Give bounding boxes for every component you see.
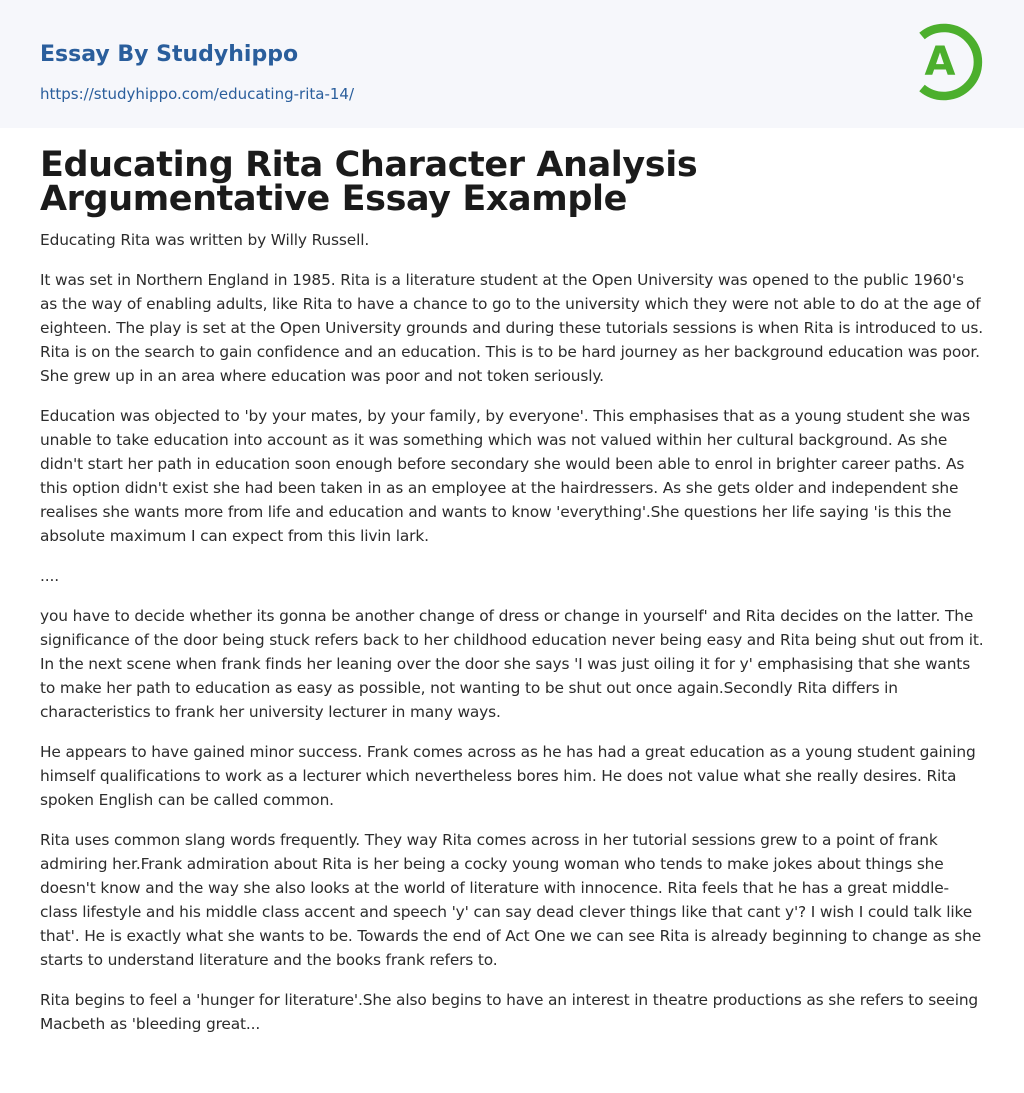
site-brand[interactable]: Essay By Studyhippo [40,42,299,67]
essay-paragraph: Rita uses common slang words frequently. They way Rita comes across in her tutorial sessions grew to a point of frank admiring her.Frank admiration about Rita is her being a cocky young woman who tends to make jokes about things she doesn't know and the way she also looks at the world of literature with innocence. Rita feels that he has a great middle-class lifestyle and his middle class accent and speech 'y' can say dead clever things like that cant y'? I wish I could talk like that'. He is exactly what she wants to be. Towards the end of Act One we can see Rita is already beginning to change as she starts to understand literature and the books frank refers to. [40,831,982,969]
essay-paragraph: It was set in Northern England in 1985. Rita is a literature student at the Open University was opened to the public 1960's as the way of enabling adults, like Rita to have a chance to go to the university which they were not able to do at the age of eighteen. The play is set at the Open University grounds and during these tutorials sessions is when Rita is introduced to us. Rita is on the search to gain confidence and an education. This is to be hard journey as her background education was poor. She grew up in an area where education was poor and not token seriously. [40,271,983,385]
site-header [0,0,1024,128]
essay-ellipsis: .... [40,567,59,585]
essay-url-link[interactable]: https://studyhippo.com/educating-rita-14/ [40,85,355,103]
essay-paragraph: He appears to have gained minor success. Frank comes across as he has had a great education as a young student gaining himself qualifications to work as a lecturer which nevertheless bores him. He does not value what she really desires. Rita spoken English can be called common. [40,743,976,809]
essay-title: Educating Rita Character Analysis Argumentative Essay Example [40,145,698,219]
essay-paragraph: Educating Rita was written by Willy Russell. [40,231,370,249]
essay-content [40,145,984,1052]
essay-paragraph: you have to decide whether its gonna be another change of dress or change in yourself' and Rita decides on the latter. The significance of the door being stuck refers back to her childhood education never being easy and Rita being shut out from it. In the next scene when frank finds her leaning over the door she says 'I was just oiling it for y' emphasising that she wants to make her path to education as easy as possible, not wanting to be shut out once again.Secondly Rita differs in characteristics to frank her university lecturer in many ways. [40,607,984,721]
logo-letter: A [924,39,956,85]
studyhippo-logo-icon[interactable] [912,19,986,105]
essay-paragraph: Education was objected to 'by your mates, by your family, by everyone'. This emphasises that as a young student she was unable to take education into account as it was something which was not valued within her cultural background. As she didn't start her path in education soon enough before secondary she would been able to enrol in brighter career paths. As this option didn't exist she had been taken in as an employee at the hairdressers. As she gets older and independent she realises she wants more from life and education and wants to know 'everything'.She questions her life saying 'is this the absolute maximum I can expect from this livin lark. [40,407,971,545]
essay-paragraph: Rita begins to feel a 'hunger for literature'.She also begins to have an interest in theatre productions as she refers to seeing Macbeth as 'bleeding great... [40,991,979,1033]
